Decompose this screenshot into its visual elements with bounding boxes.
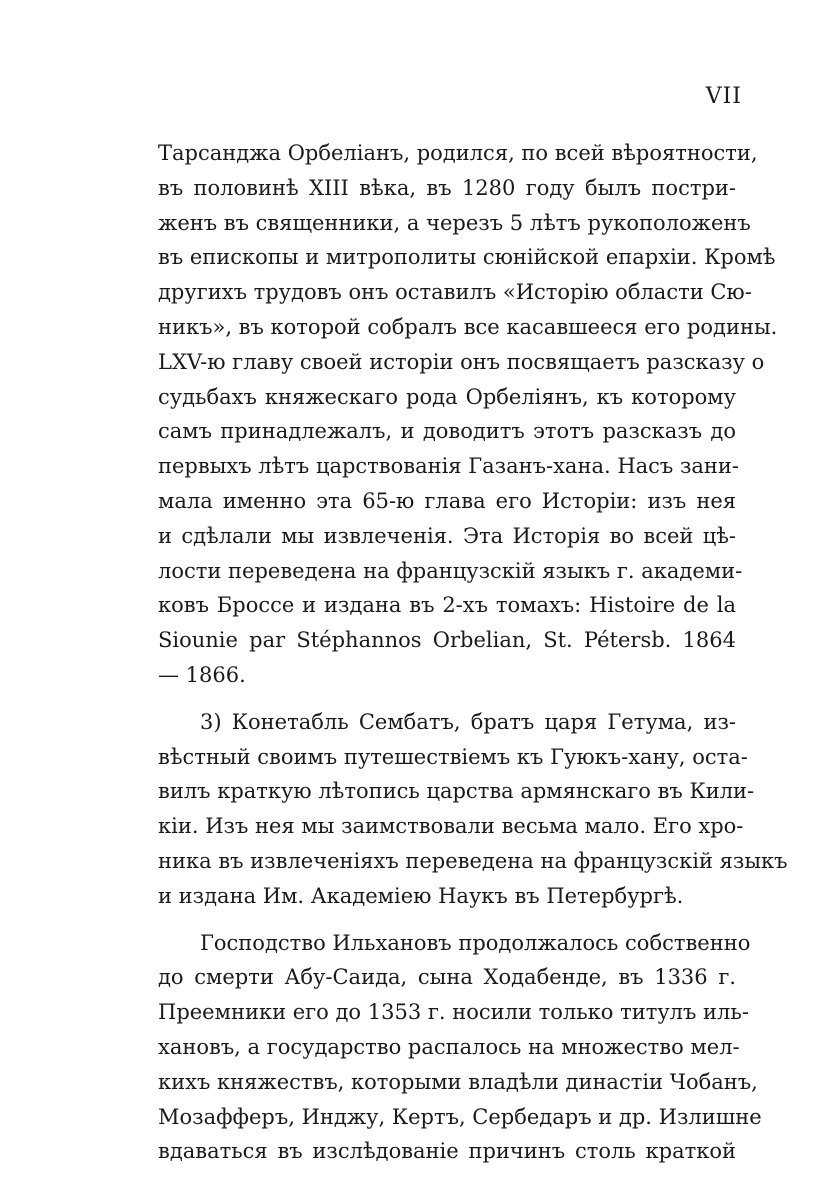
text-line: хановъ, а государство распалось на множество мел- — [158, 1034, 740, 1059]
text-line: Тарсанджа Орбеліанъ, родился, по всей вѣроятности, — [158, 141, 758, 165]
text-line: вилъ краткую лѣтопись царства армянскаго въ Кили- — [158, 779, 755, 804]
text-line: ковъ Броссе и издана въ 2-хъ томахъ: Histoire de la — [158, 593, 736, 618]
text-line: въ половинѣ XIII вѣка, въ 1280 году былъ постри- — [158, 175, 736, 200]
text-line: Мозафферъ, Инджу, Кертъ, Сербедаръ и др. Излишне — [158, 1104, 762, 1129]
text-line: судьбахъ княжескаго рода Орбеліянъ, къ которому — [158, 384, 736, 409]
text-line: никъ», въ которой собралъ все касавшееся его родины. — [158, 314, 778, 339]
text-line: 3) Конетабль Сембатъ, братъ царя Гетума, из- — [200, 709, 736, 734]
text-line: мала именно эта 65-ю глава его Исторіи: изъ нея — [158, 488, 736, 513]
page-number: VII — [705, 84, 742, 109]
paragraph — [158, 705, 788, 914]
text-line: вѣстный своимъ путешествіемъ къ Гуюкъ-хану, оста- — [158, 744, 748, 769]
paragraph-spacer — [158, 914, 736, 926]
text-line: женъ въ священники, а черезъ 5 лѣтъ рукоположенъ — [158, 210, 751, 235]
text-line: LXV-ю главу своей исторіи онъ посвящаетъ разсказу о — [158, 349, 765, 374]
text-line: — 1866. — [158, 662, 246, 687]
text-line: кихъ княжествъ, которыми владѣли династіи Чобанъ, — [158, 1069, 758, 1094]
text-line: Siounie par Stéphannos Orbelian, St. Pétersb. 1864 — [158, 628, 736, 653]
text-line: и сдѣлали мы извлеченія. Эта Исторія во всей цѣ- — [158, 523, 736, 548]
text-line: ника въ извлеченіяхъ переведена на французскій языкъ — [158, 848, 788, 873]
text-line: до смерти Абу-Саида, сына Ходабенде, въ 1336 г. — [158, 965, 736, 990]
text-line: въ епископы и митрополиты сюнійской епархіи. Кромѣ — [158, 245, 776, 270]
text-body — [158, 136, 788, 1169]
text-line: первыхъ лѣтъ царствованія Газанъ-хана. Насъ зани- — [158, 454, 740, 479]
text-line: самъ принадлежалъ, и доводитъ этотъ разсказъ до — [158, 419, 736, 444]
text-line: другихъ трудовъ онъ оставилъ «Исторію области Сю- — [158, 280, 752, 305]
text-line: вдаваться въ изслѣдованіе причинъ столь краткой — [158, 1139, 736, 1164]
paragraph — [158, 926, 762, 1170]
paragraph-spacer — [158, 693, 736, 705]
text-line: лости переведена на французскій языкъ г. академи- — [158, 558, 743, 583]
text-line: Господство Ильхановъ продолжалось собственно — [200, 930, 751, 955]
paragraph — [158, 136, 778, 693]
text-line: и издана Им. Академіею Наукъ въ Петербургѣ. — [158, 883, 684, 908]
text-line: Преемники его до 1353 г. носили только титулъ иль- — [158, 1000, 749, 1025]
text-line: кіи. Изъ нея мы заимствовали весьма мало. Его хро- — [158, 814, 744, 839]
